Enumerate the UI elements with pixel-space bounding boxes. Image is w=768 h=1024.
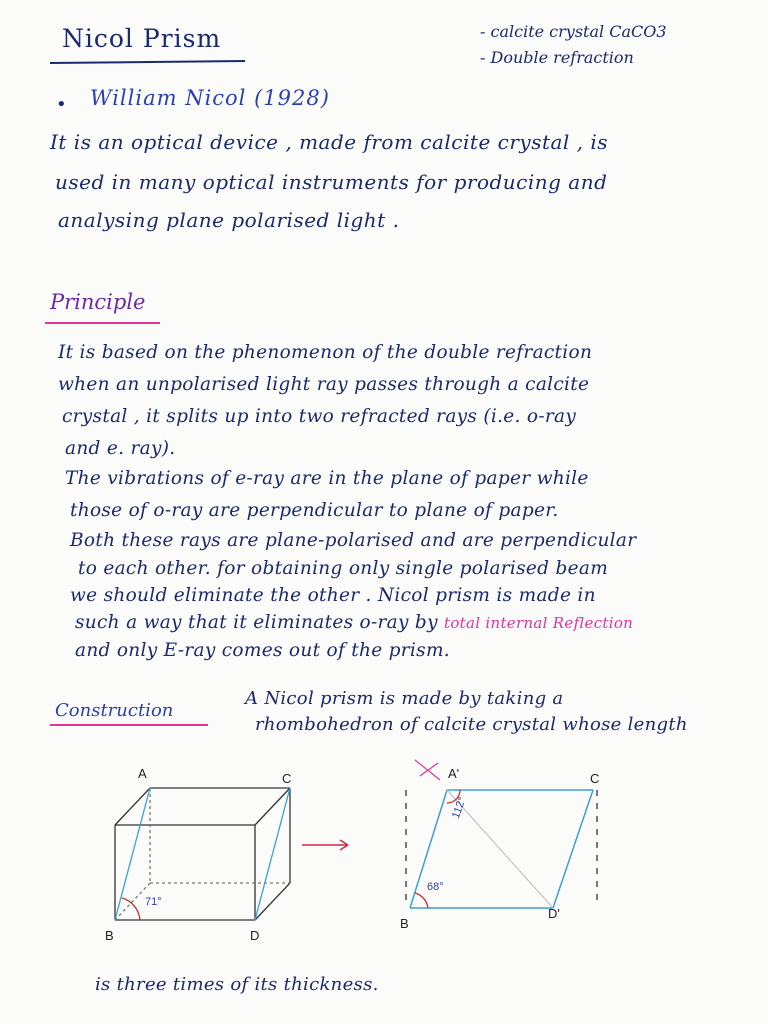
angle-arc-bottom — [415, 893, 428, 908]
vertex-label-d-prime: D' — [548, 906, 560, 921]
principle-line-text: such a way that it eliminates o-ray by — [75, 612, 438, 633]
vertex-label-c: C — [282, 771, 292, 786]
rhomb-edge — [553, 790, 593, 908]
construction-line: A Nicol prism is made by taking a — [245, 688, 564, 709]
vertex-label-a-prime: A' — [448, 766, 460, 781]
angle-label-bottom: 68° — [427, 881, 444, 893]
intro-line: It is an optical device , made from calcite crystal , is — [50, 130, 609, 154]
principle-line: when an unpolarised light ray passes through a calcite — [58, 374, 590, 395]
rectangular-block-diagram — [115, 788, 290, 920]
page-title: Nicol Prism — [62, 24, 222, 53]
construction-heading: Construction — [55, 700, 174, 721]
closing-line: is three times of its thickness. — [95, 974, 379, 995]
vertex-label-b: B — [105, 928, 114, 943]
angle-label-left: 71° — [145, 896, 162, 908]
total-internal-reflection-highlight: total internal Reflection — [444, 614, 634, 632]
principle-line: those of o-ray are perpendicular to plane of paper. — [70, 500, 559, 521]
cut-line — [255, 788, 290, 920]
bullet-icon: • — [56, 94, 67, 115]
principle-line: and only E-ray comes out of the prism. — [75, 640, 450, 661]
vertex-label-d: D — [250, 928, 260, 943]
principle-line: Both these rays are plane-polarised and are perpendicular — [70, 530, 637, 551]
side-note-double-refraction: - Double refraction — [480, 48, 634, 67]
vertex-label-a: A — [138, 766, 147, 781]
vertex-label-b-prime: B — [400, 916, 409, 931]
principle-line: we should eliminate the other . Nicol prism is made in — [70, 585, 596, 606]
author-line: William Nicol (1928) — [90, 86, 330, 110]
vertex-label-c-prime: C — [590, 771, 600, 786]
cut-plane-lines — [115, 788, 290, 920]
cut-mark-icon — [420, 763, 438, 776]
principle-line: crystal , it splits up into two refracted rays (i.e. o-ray — [62, 406, 577, 427]
principle-line: to each other. for obtaining only single polarised beam — [78, 558, 609, 579]
angle-label-top: 112° — [449, 795, 469, 821]
principle-line: It is based on the phenomenon of the double refraction — [58, 342, 593, 363]
intro-line: analysing plane polarised light . — [58, 208, 400, 232]
principle-line: The vibrations of e-ray are in the plane of paper while — [65, 468, 589, 489]
principle-line: and e. ray). — [65, 438, 176, 459]
principle-heading: Principle — [50, 290, 146, 314]
side-note-calcite: - calcite crystal CaCO3 — [480, 22, 667, 41]
arrow-icon — [302, 840, 348, 850]
construction-line: rhombohedron of calcite crystal whose length — [255, 714, 688, 735]
intro-line: used in many optical instruments for producing and — [55, 170, 608, 194]
